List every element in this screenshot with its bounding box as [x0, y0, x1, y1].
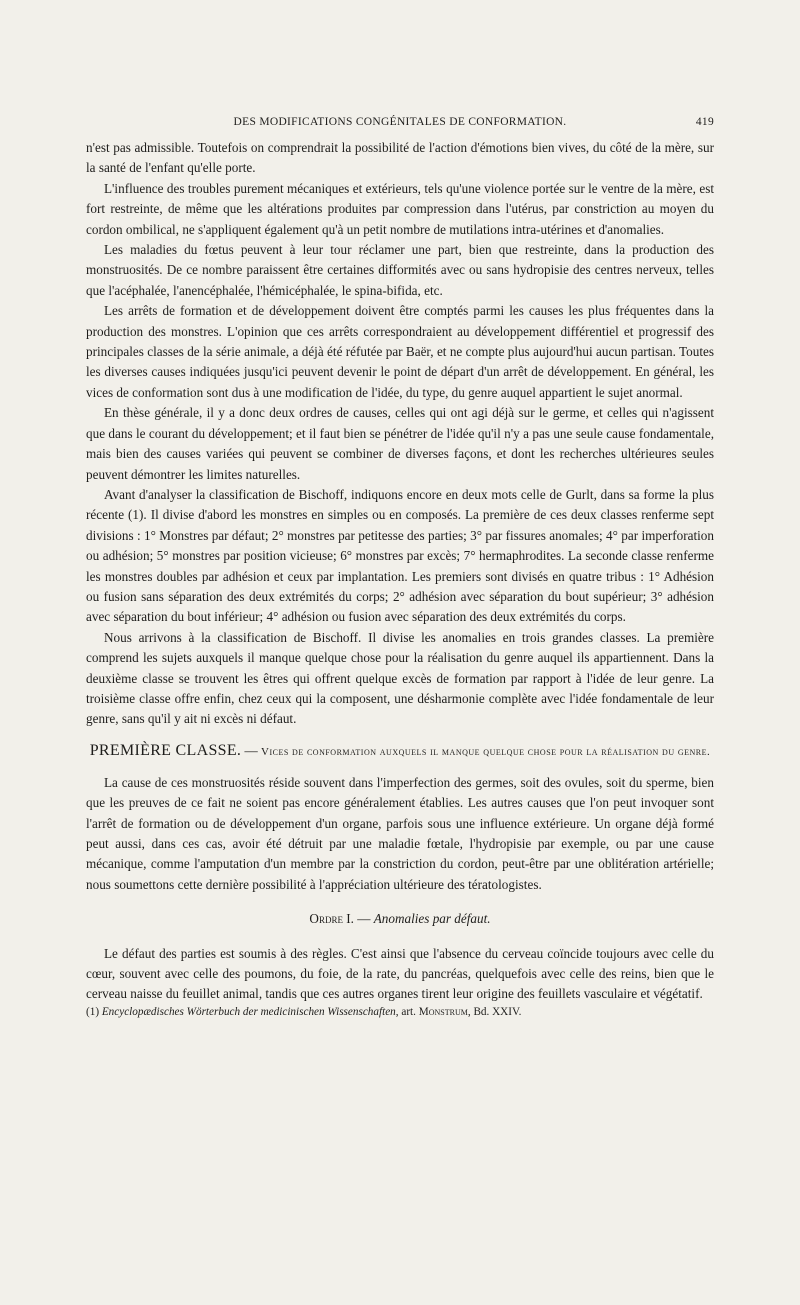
section-heading-dash: —: [241, 742, 262, 758]
section-heading-subtitle: Vices de conformation auxquels il manque quelque chose pour la réalisation du genre.: [261, 745, 711, 758]
running-head: [86, 116, 714, 132]
paragraph: La cause de ces monstruosités réside souvent dans l'imperfection des germes, soit des ovules, soit du sperme, bien que les preuves de ce fait ne soient pas encore généralement établies. Les autres causes que l'on peut invoquer sont l'arrêt de formation ou de développement d'un organe, parfois sous une influence extérieure. Un organe déjà formé peut aussi, dans ces cas, avoir été détruit par une maladie fœtale, l'hydropisie par exemple, ou par une cause mécanique, comme l'amputation d'un membre par la constriction du cordon, peut-être par une oblitération artérielle; nous soumettons cette dernière possibilité à l'appréciation ultérieure des tératologistes.: [86, 774, 714, 892]
section-heading: [86, 742, 714, 761]
paragraph: Nous arrivons à la classification de Bischoff. Il divise les anomalies en trois grandes classes. La première comprend les sujets auxquels il manque quelque chose pour la réalisation du genre auquel ils appartiennent. Dans la deuxième classe se trouvent les êtres qui offrent quelque excès de formation par rapport à l'idée de leur genre. La troisième classe offre enfin, chez ceux qui la composent, une désharmonie complète avec l'idée fondamentale de leur genre, sans qu'il y ait ni excès ni défaut.: [86, 629, 714, 727]
footnote: [86, 1005, 714, 1020]
section-heading-title: PREMIÈRE CLASSE.: [89, 741, 242, 759]
paragraph: En thèse générale, il y a donc deux ordres de causes, celles qui ont agi déjà sur le germe, et celles qui n'agissent que dans le courant du développement; et il faut bien se pénétrer de l'idée qu'il n'y a pas une seule cause fondamentale, mais bien des causes variées qui peuvent se combiner de diverses façons, et dont les recherches ultérieures seules peuvent démontrer les limites naturelles.: [86, 405, 714, 482]
page-number: 419: [695, 116, 714, 128]
order-heading-label: Ordre I.: [309, 911, 354, 927]
paragraph: Le défaut des parties est soumis à des règles. C'est ainsi que l'absence du cerveau coïncide toujours avec celle du cœur, souvent avec celle des poumons, du foie, de la rate, du pancréas, quelquefois avec celle des reins, bien que le cerveau naisse du feuillet animal, tandis que ces autres organes tirent leur origine des feuillets vasculaire et végétatif.: [86, 945, 714, 1002]
paragraph: Avant d'analyser la classification de Bischoff, indiquons encore en deux mots celle de Gurlt, dans sa forme la plus récente (1). Il divise d'abord les monstres en simples ou en composés. La première de ces deux classes renferme sept divisions : 1° Monstres par défaut; 2° monstres par petitesse des parties; 3° par fissures anomales; 4° par imperforation ou adhésion; 5° monstres par position vicieuse; 6° monstres par excès; 7° hermaphrodites. La seconde classe renferme les monstres doubles par adhésion et ceux par implantation. Les premiers sont divisés en quatre tribus : 1° Adhésion ou fusion sans séparation des deux extrémités du corps; 2° adhésion avec séparation du bout supérieur; 3° adhésion avec séparation du bout inférieur; 4° adhésion ou fusion avec séparation des deux extrémités du corps.: [86, 486, 714, 625]
order-heading: [86, 909, 714, 929]
paragraph: L'influence des troubles purement mécaniques et extérieurs, tels qu'une violence portée sur le ventre de la mère, est fort restreinte, de même que les altérations produites par compression dans l'utérus, par constriction au moyen du cordon ombilical, ne s'appliquent également qu'à un petit nombre de mutilations intra-utérines et d'anomalies.: [86, 180, 714, 237]
paragraph: Les maladies du fœtus peuvent à leur tour réclamer une part, bien que restreinte, dans la production des monstruosités. De ce nombre paraissent être certaines difformités avec ou sans hydropisie des centres nerveux, telles que l'acéphalée, l'anencéphalée, l'hémicéphalée, le spina-bifida, etc.: [86, 242, 714, 298]
paragraph: Les arrêts de formation et de développement doivent être comptés parmi les causes les plus fréquentes dans la production des monstres. L'opinion que ces arrêts correspondraient au développement différentiel et progressif des principales classes de la série animale, a déjà été réfutée par Baër, et ne compte plus aujourd'hui aucun partisan. Toutes les diverses causes indiquées jusqu'ici peuvent devenir le point de départ d'un arrêt de développement. En général, les vices de conformation sont dus à une modification de l'idée, du type, du genre auquel appartient le sujet anormal.: [86, 303, 714, 400]
footnote-text: , art.: [395, 1005, 419, 1018]
footnote-ref: Monstrum: [418, 1005, 468, 1018]
order-heading-dash: —: [353, 911, 374, 927]
paragraph: n'est pas admissible. Toutefois on comprendrait la possibilité de l'action d'émotions bien vives, du côté de la mère, sur la santé de l'enfant qu'elle porte.: [86, 140, 714, 176]
body-text: [86, 138, 714, 1020]
running-head-title: DES MODIFICATIONS CONGÉNITALES DE CONFORMATION.: [233, 116, 567, 128]
footnote-text-end: , Bd. XXIV.: [467, 1005, 522, 1018]
footnote-marker: (1): [86, 1005, 102, 1018]
footnote-title: Encyclopædisches Wörterbuch der medicinischen Wissenschaften: [101, 1005, 396, 1018]
order-heading-title: Anomalies par défaut.: [373, 911, 491, 927]
